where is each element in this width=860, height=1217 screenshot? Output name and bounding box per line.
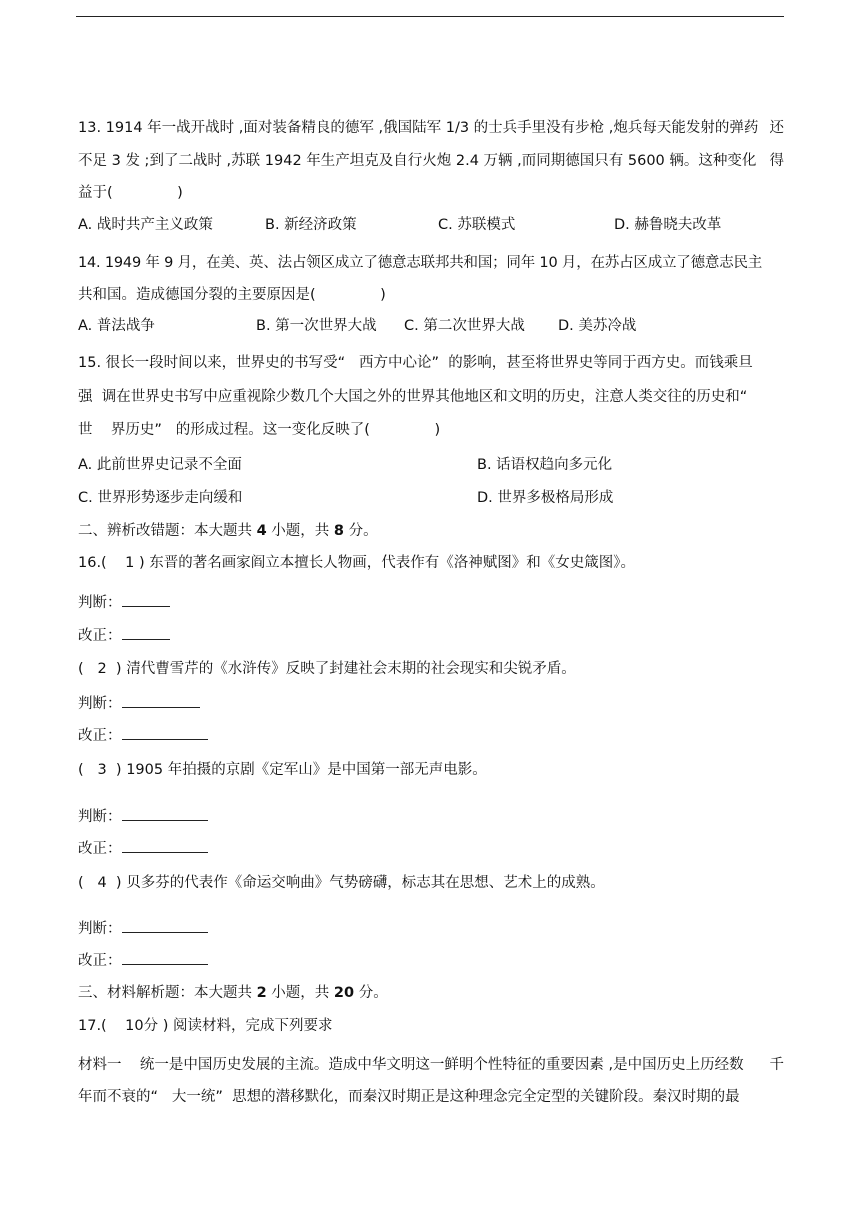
q13-option-a[interactable]: A. 战时共产主义政策 [78,217,213,233]
q15-option-b[interactable]: B. 话语权趋向多元化 [477,457,613,473]
q13-line-1 [78,118,784,138]
q16-1-correct-blank[interactable] [122,625,170,640]
q13-option-d[interactable]: D. 赫鲁晓夫改革 [614,217,722,233]
q15-line-2: 强 调在世界史书写中应重视除少数几个大国之外的世界其他地区和文明的历史，注意人类交往的历史和“ [78,389,748,405]
q16-4-correct: 改正： [78,950,208,971]
q15-option-c[interactable]: C. 世界形势逐步走向缓和 [78,490,243,506]
q13-line-2-end: 得 [769,153,784,169]
q16-1-judge-blank[interactable] [122,592,170,607]
q17-line-1-text: 材料一 统一是中国历史发展的主流。造成中华文明这一鲜明个性特征的重要因素 ,是中国历史上历经数 [78,1057,744,1073]
q16-4-judge: 判断： [78,918,208,939]
q14-option-b[interactable]: B. 第一次世界大战 [256,318,377,334]
q14-line-2: 共和国。造成德国分裂的主要原因是( ) [78,287,386,303]
q13-option-b[interactable]: B. 新经济政策 [265,217,357,233]
q17-line-1-end: 千 [769,1057,784,1073]
q16-3-correct: 改正： [78,838,208,859]
q15-line-1: 15. 很长一段时间以来，世界史的书写受“ 西方中心论” 的影响，甚至将世界史等同于西方史。而钱乘旦 [78,355,753,371]
q16-1-correct: 改正： [78,625,170,646]
q17-line-2: 年而不衰的“ 大一统” 思想的潜移默化，而秦汉时期正是这种理念完全定型的关键阶段。秦汉时期的最 [78,1089,740,1105]
q14-option-a[interactable]: A. 普法战争 [78,318,155,334]
q13-line-1-end: 还 [769,120,784,136]
q16-3-judge: 判断： [78,806,208,827]
q14-option-d[interactable]: D. 美苏冷战 [558,318,637,334]
q16-2-judge: 判断： [78,693,200,714]
q16-4-judge-blank[interactable] [122,918,208,933]
q17-line-1 [78,1055,784,1075]
q13-line-3: 益于( ) [78,185,183,201]
section-2-heading: 二、辨析改错题：本大题共 4 小题，共 8 分。 [78,523,378,539]
q14-option-c[interactable]: C. 第二次世界大战 [404,318,525,334]
q15-option-d[interactable]: D. 世界多极格局形成 [477,490,614,506]
q13-line-1-text: 13. 1914 年一战开战时 ,面对装备精良的德军 ,俄国陆军 1/3 的士兵手里没有步枪 ,炮兵每天能发射的弹药 [78,120,759,136]
section-3-heading: 三、材料解析题：本大题共 2 小题，共 20 分。 [78,985,388,1001]
q16-2-judge-blank[interactable] [122,693,200,708]
q16-1-judge: 判断： [78,592,170,613]
q16-3-judge-blank[interactable] [122,806,208,821]
q16-2-correct: 改正： [78,725,208,746]
q15-option-a[interactable]: A. 此前世界史记录不全面 [78,457,242,473]
q16-2-correct-blank[interactable] [122,725,208,740]
q13-line-2-text: 不足 3 发 ;到了二战时 ,苏联 1942 年生产坦克及自行火炮 2.4 万辆 ,而同期德国只有 5600 辆。这种变化 [78,153,757,169]
q13-option-c[interactable]: C. 苏联模式 [438,217,516,233]
q16-item-1: 16.( 1 ) 东晋的著名画家阎立本擅长人物画，代表作有《洛神赋图》和《女史箴图》。 [78,555,636,571]
q14-line-1: 14. 1949 年 9 月，在美、英、法占领区成立了德意志联邦共和国；同年 10 月，在苏占区成立了德意志民主 [78,255,763,271]
q13-line-2 [78,151,784,171]
q16-3-correct-blank[interactable] [122,838,208,853]
header-rule [76,16,784,17]
q17-heading: 17.( 10分 ) 阅读材料，完成下列要求 [78,1018,333,1034]
q16-item-4: ( 4 ) 贝多芬的代表作《命运交响曲》气势磅礴，标志其在思想、艺术上的成熟。 [78,875,605,891]
q16-item-2: ( 2 ) 清代曹雪芹的《水浒传》反映了封建社会末期的社会现实和尖锐矛盾。 [78,661,576,677]
q15-line-3: 世 界历史” 的形成过程。这一变化反映了( ) [78,422,441,438]
q16-item-3: ( 3 ) 1905 年拍摄的京剧《定军山》是中国第一部无声电影。 [78,762,487,778]
q16-4-correct-blank[interactable] [122,950,208,965]
